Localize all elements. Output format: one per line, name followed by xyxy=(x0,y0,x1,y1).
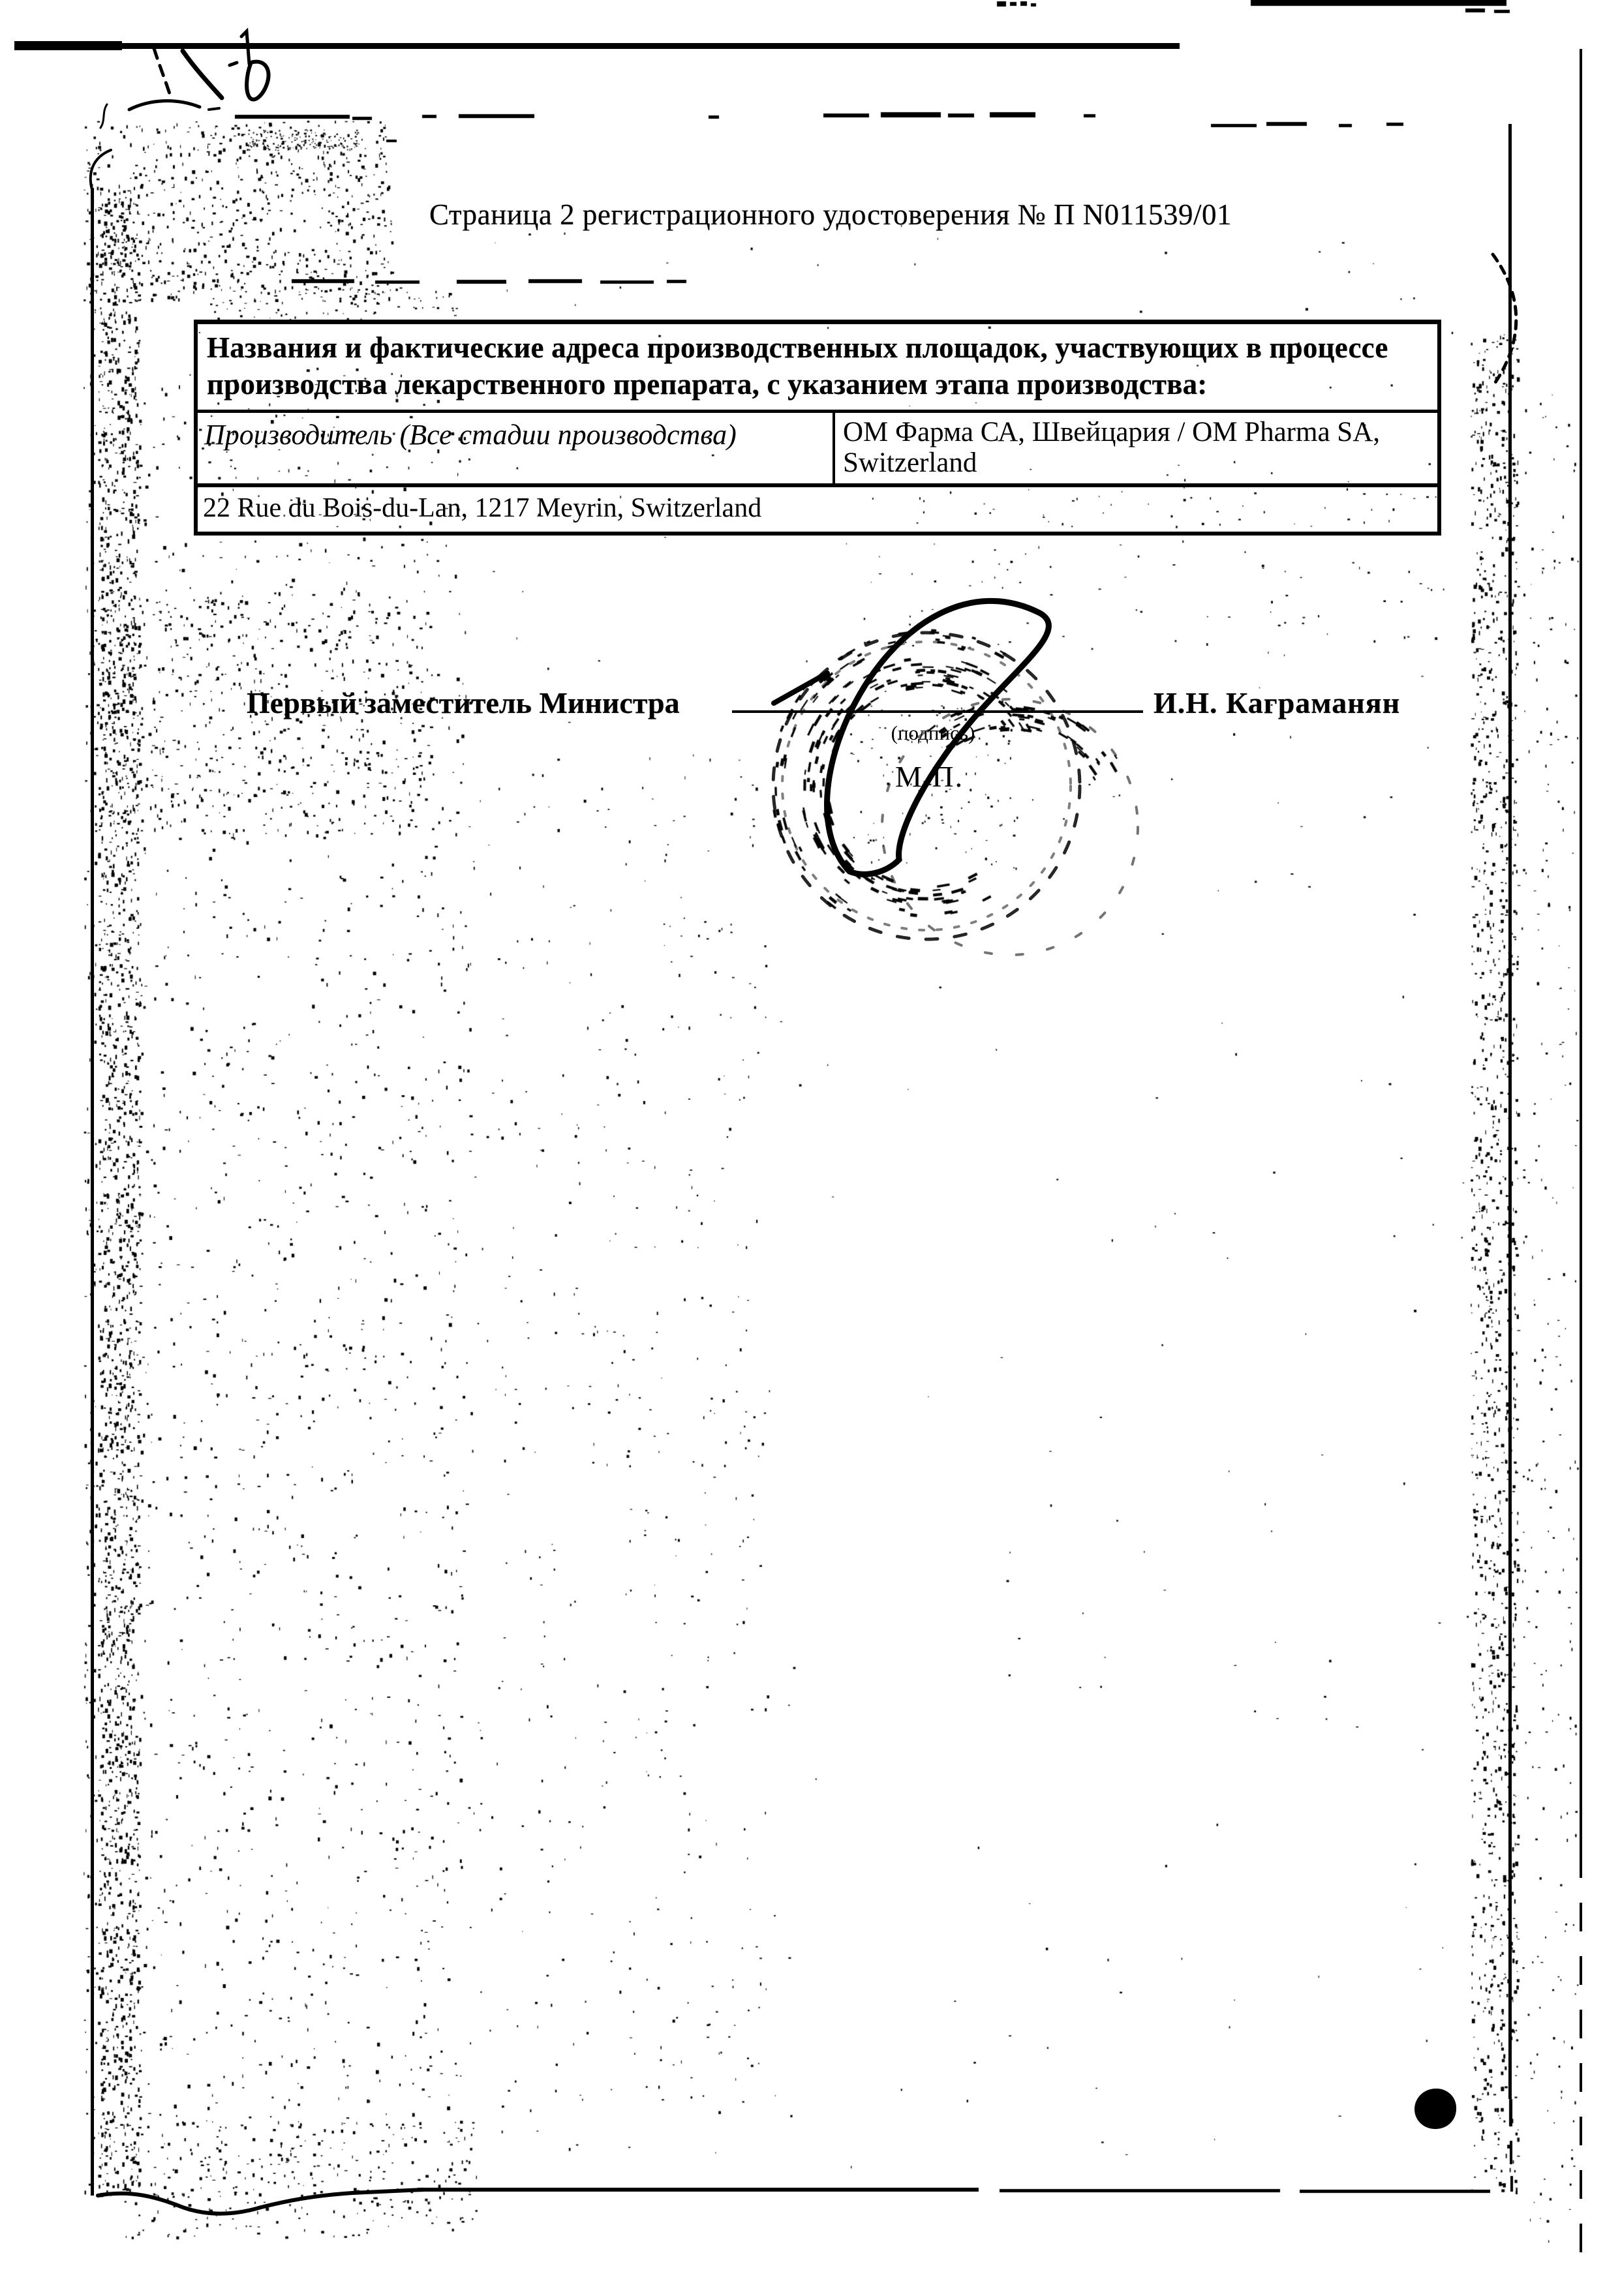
signature-caption: (подпись) xyxy=(891,721,975,744)
left-border-curl-mark xyxy=(91,150,111,192)
table-title: Названия и фактические адреса производственных площадок, участвующих в процессе производства лекарственного препарата, с указанием этапа производства: xyxy=(207,331,1388,400)
pen-scribble-mark xyxy=(183,51,222,98)
pen-tick-mark xyxy=(230,63,237,65)
producer-label-cell: Производитель (Все стадии производства) xyxy=(198,413,835,483)
pen-squiggle-mark xyxy=(100,104,107,128)
right-edge-curve-mark xyxy=(1493,254,1516,382)
pen-scribble-mark xyxy=(154,48,171,98)
pen-dash-mark xyxy=(209,108,219,110)
stamp-second-impression-ring xyxy=(882,699,1138,955)
pen-loop-mark xyxy=(247,62,268,100)
table-row-address: 22 Rue du Bois-du-Lan, 1217 Meyrin, Switzerland xyxy=(198,483,1437,532)
producer-value-cell: ОМ Фарма СА, Швейцария / OM Pharma SA, Switzerland xyxy=(843,417,1381,478)
page-header: Страница 2 регистрационного удостоверения № П N011539/01 xyxy=(429,198,1232,231)
signer-role-label: Первый заместитель Министра xyxy=(247,686,680,719)
pen-arc-mark xyxy=(129,101,200,110)
bottom-wavy-scan-line xyxy=(98,2190,423,2214)
pen-tick-mark xyxy=(241,31,249,64)
signer-name: И.Н. Каграманян xyxy=(1154,686,1401,719)
seal-place-mark: М.П. xyxy=(895,760,964,793)
